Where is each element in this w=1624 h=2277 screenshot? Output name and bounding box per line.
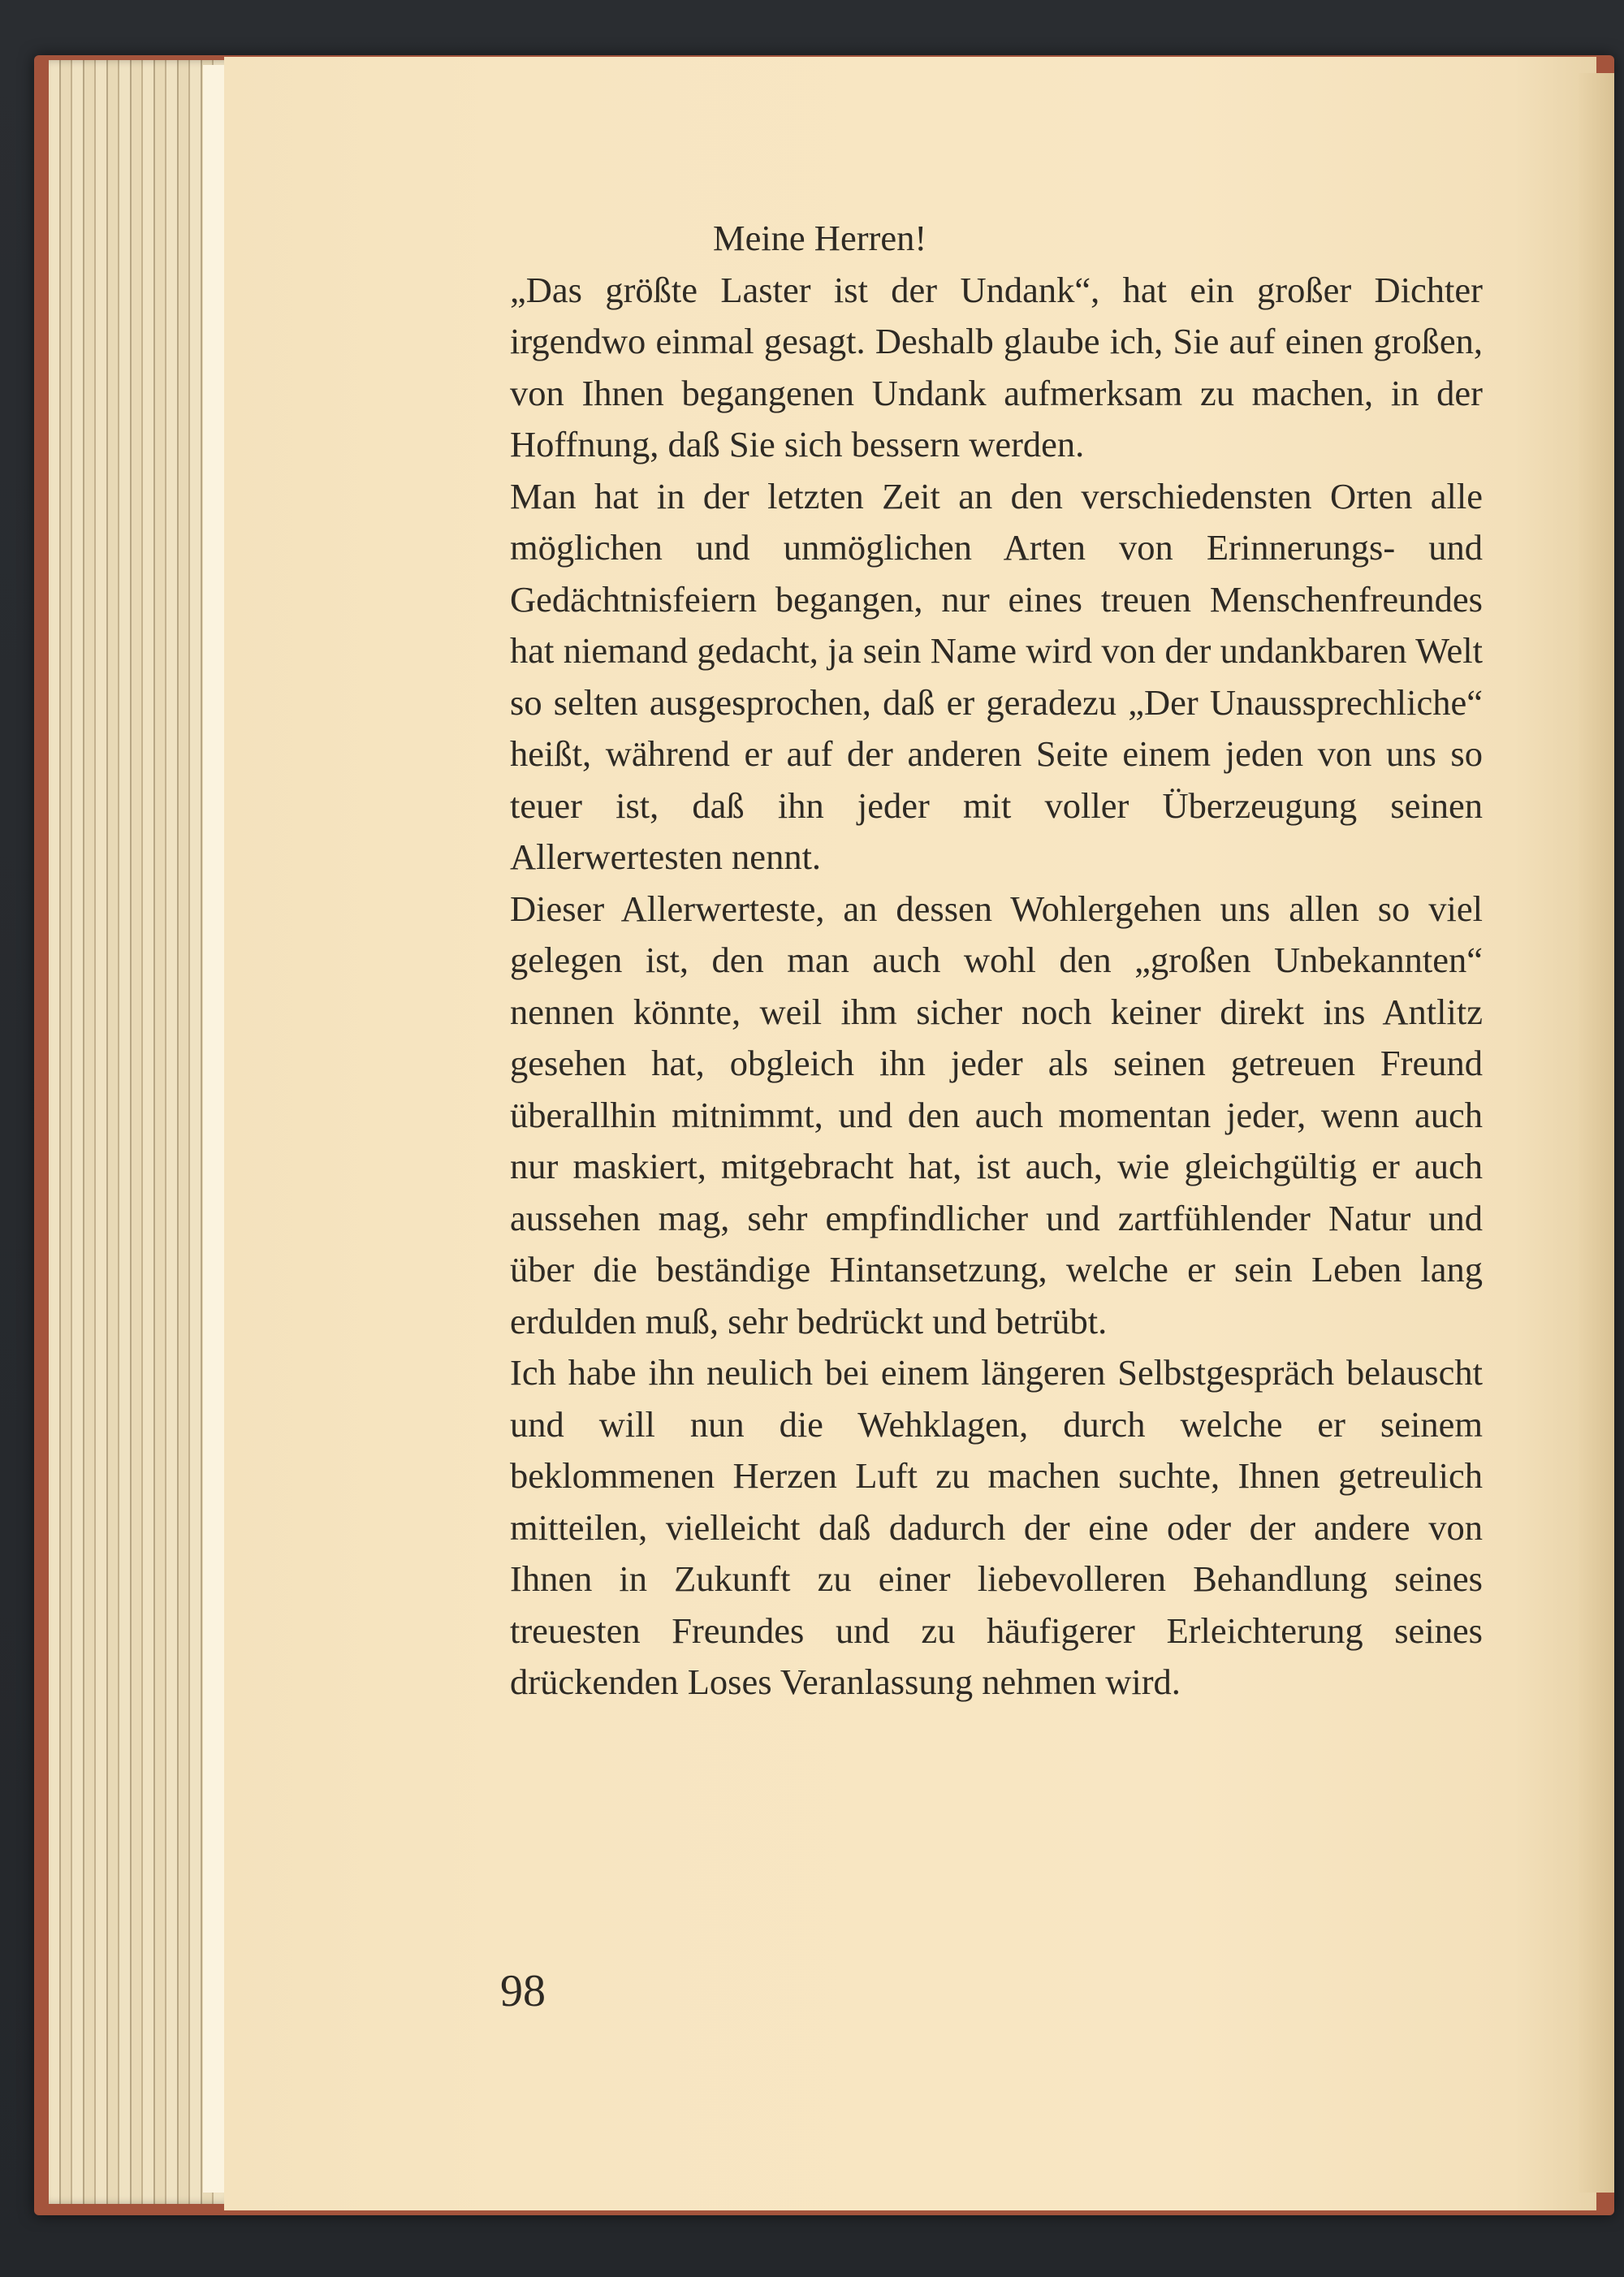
paragraph-1: „Das größte Laster ist der Undank“, hat ein großer Dichter irgendwo einmal gesagt. Deshalb glaube ich, Sie auf einen großen, von Ihnen begangenen Undank aufmerksam zu machen, in der Hoffnung, daß Sie sich bessern werden. [510, 269, 1483, 464]
body-text [510, 213, 1483, 1709]
paragraph-3: Dieser Allerwerteste, an dessen Wohlergehen uns allen so viel gelegen ist, den man auch wohl den „großen Unbekannten“ nennen könnte, weil ihm sicher noch keiner direkt ins Antlitz gesehen hat, obgleich ihn jeder als seinen getreuen Freund überallhin mitnimmt, und den auch momentan jeder, wenn auch nur maskiert, mitgebracht hat, ist auch, wie gleichgültig er auch aussehen mag, sehr empfindlicher und zartfühlender Natur und über die beständige Hintansetzung, welche er sein Leben lang erdulden muß, sehr bedrückt und betrübt. [510, 888, 1483, 1342]
paragraph-2: Man hat in der letzten Zeit an den verschiedensten Orten alle möglichen und unmöglichen Arten von Erinnerungs- und Gedächtnisfeiern begangen, nur eines treuen Menschenfreundes hat niemand gedacht, ja sein Name wird von der undankbaren Welt so selten ausgesprochen, daß er geradezu „Der Unaussprechliche“ heißt, während er auf der anderen Seite einem jeden von uns so teuer ist, daß ihn jeder mit voller Überzeugung seinen Allerwertesten nennt. [510, 475, 1483, 877]
salutation: Meine Herren! [713, 218, 927, 258]
page-gutter [1579, 73, 1614, 2193]
page-number: 98 [500, 1966, 546, 2016]
paragraph-4: Ich habe ihn neulich bei einem längeren Selbstgespräch belauscht und will nun die Wehklagen, durch welche er seinem beklommenen Herzen Luft zu machen suchte, Ihnen getreulich mitteilen, vielleicht daß dadurch der eine oder der andere von Ihnen in Zukunft zu einer liebevolleren Behandlung seines treuesten Freundes und zu häufigerer Erleichterung seines drückenden Loses Veranlassung nehmen wird. [510, 1352, 1483, 1702]
page-edge-front [203, 65, 226, 2193]
